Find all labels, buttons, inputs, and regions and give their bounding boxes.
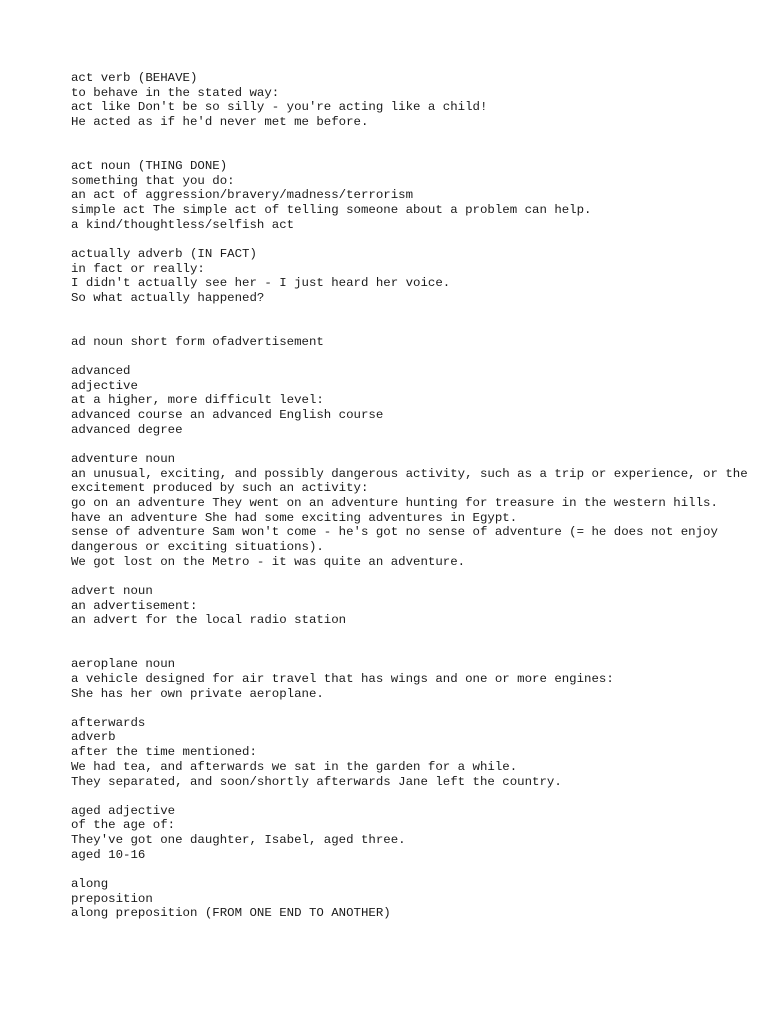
- entry-ad: [71, 335, 751, 350]
- entry-act-verb: [71, 71, 751, 130]
- entry-definition: in fact or really:: [71, 261, 205, 276]
- entry-example: go on an adventure They went on an adventure hunting for treasure in the western hills.: [71, 495, 718, 510]
- spacer: [71, 349, 751, 364]
- entry-example: We got lost on the Metro - it was quite an adventure.: [71, 554, 466, 569]
- entry-example: simple act The simple act of telling someone about a problem can help.: [71, 202, 592, 217]
- entry-example: an act of aggression/bravery/madness/terrorism: [71, 188, 414, 203]
- entry-example: act like Don't be so silly - you're acting like a child!: [71, 100, 488, 115]
- entry-definition: of the age of:: [71, 818, 176, 833]
- entry-definition: something that you do:: [71, 173, 235, 188]
- spacer: [71, 437, 751, 452]
- spacer: [71, 232, 751, 247]
- entry-example: advanced course an advanced English course: [71, 407, 384, 422]
- entry-definition: after the time mentioned:: [71, 745, 257, 760]
- document-page: [71, 71, 756, 921]
- entry-example: They've got one daughter, Isabel, aged three.: [71, 833, 406, 848]
- entry-act-noun: [71, 159, 751, 233]
- entry-afterwards: [71, 716, 751, 790]
- entry-example: have an adventure She had some exciting adventures in Egypt.: [71, 510, 518, 525]
- entry-definition: an unusual, exciting, and possibly dangerous activity, such as a trip or experience, or the excitement produced by such an activity:: [71, 466, 756, 496]
- entry-example: We had tea, and afterwards we sat in the garden for a while.: [71, 759, 518, 774]
- entry-example: sense of adventure Sam won't come - he's got no sense of adventure (= he does not enjoy dangerous or exciting situations).: [71, 525, 726, 555]
- spacer: [71, 130, 751, 159]
- entry-part-of-speech: adjective: [71, 378, 138, 393]
- entry-example: I didn't actually see her - I just heard her voice.: [71, 276, 451, 291]
- entry-definition: an advertisement:: [71, 598, 198, 613]
- entry-part-of-speech: preposition: [71, 891, 153, 906]
- entry-headword: afterwards: [71, 715, 146, 730]
- entry-headword: act verb (BEHAVE): [71, 71, 198, 85]
- spacer: [71, 306, 751, 335]
- entry-example: an advert for the local radio station: [71, 613, 347, 628]
- entry-part-of-speech: adverb: [71, 730, 116, 745]
- entry-along: [71, 877, 751, 921]
- entry-headword: ad noun short form ofadvertisement: [71, 334, 324, 349]
- spacer: [71, 701, 751, 716]
- entry-actually: [71, 247, 751, 306]
- spacer: [71, 789, 751, 804]
- entry-adventure: [71, 451, 756, 570]
- entry-headword: along: [71, 877, 109, 892]
- entry-aged: [71, 804, 751, 863]
- entry-headword: aeroplane noun: [71, 657, 176, 672]
- entry-headword: act noun (THING DONE): [71, 158, 228, 173]
- entry-definition: a vehicle designed for air travel that has wings and one or more engines:: [71, 671, 614, 686]
- entry-advanced: [71, 364, 751, 438]
- entry-headword: actually adverb (IN FACT): [71, 246, 257, 261]
- entry-headword: adventure noun: [71, 451, 176, 466]
- entry-example: He acted as if he'd never met me before.: [71, 115, 369, 130]
- entry-definition: to behave in the stated way:: [71, 85, 280, 100]
- entry-definition: along preposition (FROM ONE END TO ANOTHER): [71, 906, 391, 921]
- entry-advert: [71, 584, 751, 628]
- entry-headword: aged adjective: [71, 803, 176, 818]
- entry-example: a kind/thoughtless/selfish act: [71, 217, 295, 232]
- entry-example: She has her own private aeroplane.: [71, 686, 324, 701]
- entry-example: aged 10-16: [71, 847, 146, 862]
- spacer: [71, 863, 751, 878]
- entry-definition: at a higher, more difficult level:: [71, 393, 324, 408]
- entry-example: They separated, and soon/shortly afterwards Jane left the country.: [71, 774, 562, 789]
- entry-example: So what actually happened?: [71, 290, 265, 305]
- entry-headword: advanced: [71, 363, 131, 378]
- entry-example: advanced degree: [71, 422, 183, 437]
- entry-headword: advert noun: [71, 583, 153, 598]
- entry-aeroplane: [71, 657, 751, 701]
- spacer: [71, 569, 751, 584]
- spacer: [71, 628, 751, 657]
